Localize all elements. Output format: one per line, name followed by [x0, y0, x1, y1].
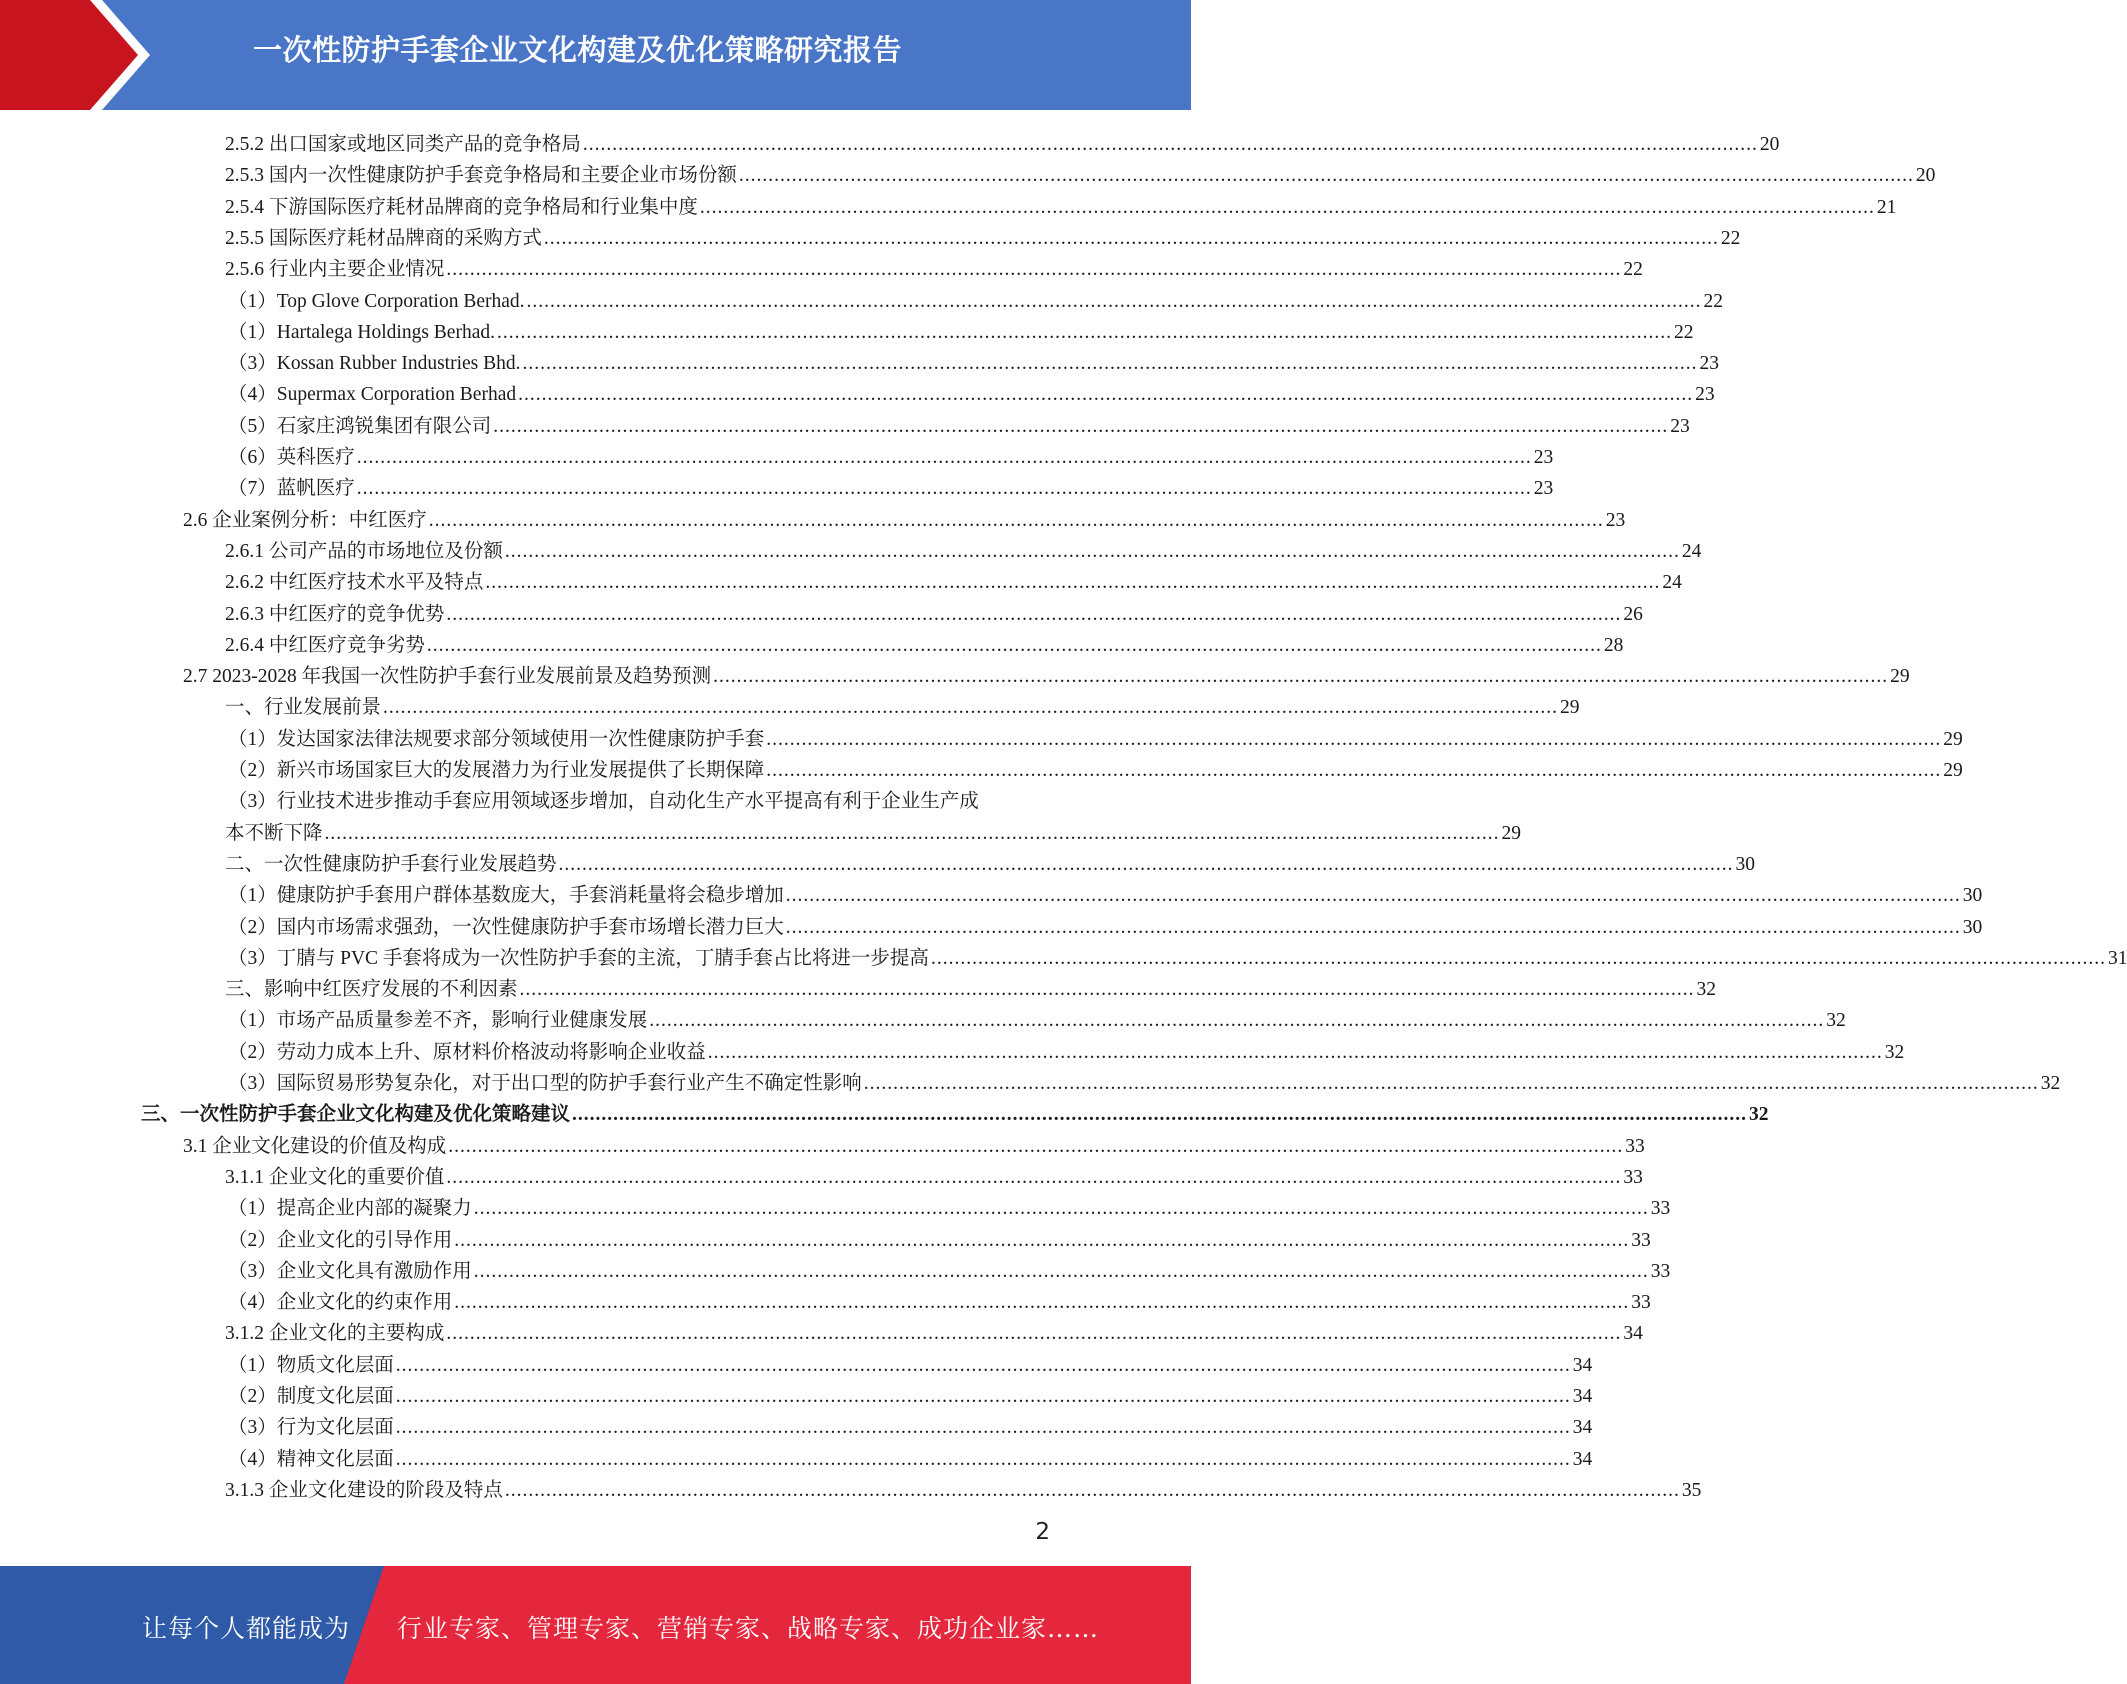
toc-entry[interactable]: [228, 1068, 2061, 1099]
toc-dot-leader: ........................................................................................................................................................................................................: [395, 1386, 1571, 1407]
toc-entry[interactable]: [228, 411, 1690, 442]
toc-entry-title: 3.1.3 企业文化建设的阶段及特点: [225, 1479, 503, 1501]
toc-entry-title: （3）丁腈与 PVC 手套将成为一次性防护手套的主流，丁腈手套占比将进一步提高: [228, 947, 929, 969]
toc-dot-leader: ........................................................................................................................................................................................................: [454, 1229, 1630, 1251]
toc-entry[interactable]: [228, 786, 1041, 817]
toc-dot-leader: ........................................................................................................................................................................................................: [785, 916, 1961, 938]
toc-dot-leader: ........................................................................................................................................................................................................: [766, 760, 1942, 781]
toc-dot-leader: ........................................................................................................................................................................................................: [785, 885, 1961, 907]
toc-entry[interactable]: [225, 818, 1522, 849]
toc-entry-page: 32: [1696, 979, 1717, 1001]
toc-entry-title: 2.5.3 国内一次性健康防护手套竞争格局和主要企业市场份额: [225, 165, 737, 187]
toc-dot-leader: ........................................................................................................................................................................................................: [738, 165, 1914, 187]
toc-entry-title: （1）发达国家法律法规要求部分领域使用一次性健康防护手套: [228, 728, 765, 750]
toc-entry[interactable]: [225, 849, 1756, 880]
toc-entry[interactable]: [228, 912, 1983, 943]
toc-entry-page: 33: [1631, 1292, 1651, 1314]
toc-dot-leader: ........................................................................................................................................................................................................: [395, 1448, 1571, 1470]
toc-entry-page: 29: [1501, 822, 1522, 844]
toc-entry[interactable]: [228, 755, 1963, 786]
toc-entry-title: （6）英科医疗: [228, 447, 355, 468]
toc-dot-leader: ........................................................................................................................................................................................................: [473, 1198, 1649, 1220]
toc-dot-leader: ........................................................................................................................................................................................................: [572, 1104, 1748, 1126]
toc-entry-page: 23: [1533, 447, 1554, 468]
toc-dot-leader: ........................................................................................................................................................................................................: [395, 1417, 1571, 1439]
toc-entry-page: 28: [1603, 634, 1624, 656]
toc-entry-page: 33: [1650, 1260, 1671, 1282]
toc-entry-page: 34: [1572, 1386, 1593, 1407]
toc-entry[interactable]: [228, 442, 1554, 473]
toc-entry[interactable]: [225, 223, 1741, 254]
toc-entry-page: 22: [1623, 259, 1643, 281]
toc-dot-leader: ........................................................................................................................................................................................................: [713, 666, 1889, 688]
toc-dot-leader: ........................................................................................................................................................................................................: [582, 134, 1758, 155]
toc-entry[interactable]: [228, 1287, 1651, 1318]
toc-entry-title: 三、一次性防护手套企业文化构建及优化策略建议: [141, 1104, 571, 1126]
toc-entry-page: 22: [1673, 321, 1694, 343]
toc-entry-title: （4）精神文化层面: [228, 1448, 394, 1470]
toc-entry-page: 24: [1662, 572, 1682, 594]
footer-slogan-left: 让每个人都能成为: [142, 1614, 351, 1643]
toc-entry-title: 2.5.6 行业内主要企业情况: [225, 259, 445, 281]
toc-entry[interactable]: [228, 1381, 1593, 1412]
toc-dot-leader: ........................................................................................................................................................................................................: [356, 447, 1532, 468]
toc-entry-title: （5）石家庄鸿锐集团有限公司: [228, 415, 492, 437]
toc-entry-title: （3）行为文化层面: [228, 1417, 394, 1439]
toc-entry-page: 21: [1876, 196, 1897, 218]
toc-entry-title: （3）国际贸易形势复杂化，对于出口型的防护手套行业产生不确定性影响: [228, 1073, 862, 1094]
toc-dot-leader: ........................................................................................................................................................................................................: [649, 1010, 1825, 1032]
toc-dot-leader: ........................................................................................................................................................................................................: [428, 509, 1604, 531]
toc-entry[interactable]: [228, 1350, 1593, 1381]
toc-entry[interactable]: [228, 1444, 1593, 1475]
toc-entry-page: 34: [1572, 1354, 1593, 1376]
toc-entry[interactable]: [228, 943, 2127, 974]
toc-entry-page: 22: [1703, 290, 1723, 312]
toc-entry[interactable]: [225, 1475, 1702, 1506]
toc-entry-title: 二、一次性健康防护手套行业发展趋势: [225, 853, 557, 875]
toc-dot-leader: ........................................................................................................................................................................................................: [324, 822, 1500, 844]
toc-entry-title: 2.6 企业案例分析：中红医疗: [183, 509, 427, 531]
toc-entry-page: 24: [1681, 540, 1702, 562]
toc-entry[interactable]: [228, 1037, 1905, 1068]
toc-dot-leader: ........................................................................................................................................................................................................: [395, 1354, 1571, 1376]
toc-dot-leader: ........................................................................................................................................................................................................: [766, 728, 1942, 750]
toc-dot-leader: ........................................................................................................................................................................................................: [426, 634, 1602, 656]
page-header: [0, 0, 1191, 110]
toc-dot-leader: ........................................................................................................................................................................................................: [448, 1135, 1624, 1157]
toc-entry-title: （4）企业文化的约束作用: [228, 1292, 453, 1314]
toc-entry[interactable]: [228, 1225, 1651, 1256]
toc-entry-page: 29: [1943, 728, 1963, 750]
toc-entry[interactable]: [225, 974, 1717, 1005]
toc-dot-leader: ........................................................................................................................................................................................................: [496, 321, 1672, 343]
toc-entry-title: 3.1.1 企业文化的重要价值: [225, 1166, 445, 1188]
toc-dot-leader: ........................................................................................................................................................................................................: [504, 540, 1680, 562]
toc-entry[interactable]: [228, 348, 1719, 379]
toc-dot-leader: ........................................................................................................................................................................................................: [493, 415, 1669, 437]
toc-entry-page: 26: [1623, 603, 1643, 625]
toc-entry-title: （2）国内市场需求强劲，一次性健康防护手套市场增长潜力巨大: [228, 916, 784, 938]
toc-entry[interactable]: [225, 129, 1780, 160]
toc-entry-page: 34: [1572, 1448, 1593, 1470]
toc-entry-page: 33: [1625, 1135, 1645, 1157]
toc-entry-page: 20: [1759, 134, 1780, 155]
toc-entry[interactable]: [225, 1318, 1643, 1349]
toc-dot-leader: ........................................................................................................................................................................................................: [519, 979, 1695, 1001]
toc-entry[interactable]: [183, 505, 1626, 536]
toc-entry-page: 32: [1826, 1010, 1846, 1032]
toc-entry-page: 33: [1631, 1229, 1651, 1251]
toc-entry[interactable]: [225, 160, 1936, 191]
toc-entry[interactable]: [228, 317, 1694, 348]
toc-entry-page: 32: [2040, 1073, 2061, 1094]
toc-entry-title: 本不断下降: [225, 822, 323, 844]
toc-entry-page: 32: [1749, 1104, 1769, 1126]
toc-entry-title: （3）企业文化具有激励作用: [228, 1260, 472, 1282]
toc-entry-title: （2）企业文化的引导作用: [228, 1229, 453, 1251]
toc-dot-leader: ........................................................................................................................................................................................................: [383, 697, 1559, 719]
toc-entry[interactable]: [225, 692, 1580, 723]
toc-entry[interactable]: [225, 192, 1897, 223]
toc-dot-leader: ........................................................................................................................................................................................................: [446, 1323, 1622, 1345]
toc-entry-title: （3）Kossan Rubber Industries Bhd.: [228, 353, 521, 375]
toc-entry-title: 2.6.2 中红医疗技术水平及特点: [225, 572, 484, 594]
toc-entry-page: 29: [1560, 697, 1580, 719]
toc-entry[interactable]: [225, 536, 1702, 567]
toc-entry-page: 34: [1572, 1417, 1593, 1439]
toc-entry[interactable]: [228, 1256, 1671, 1287]
toc-entry-title: （1）Top Glove Corporation Berhad.: [228, 290, 525, 312]
toc-entry-title: 2.5.4 下游国际医疗耗材品牌商的竞争格局和行业集中度: [225, 196, 698, 218]
toc-entry-title: 2.7 2023-2028 年我国一次性防护手套行业发展前景及趋势预测: [183, 666, 712, 688]
toc-entry[interactable]: [225, 567, 1682, 598]
toc-entry-page: 34: [1623, 1323, 1643, 1345]
toc-entry-page: 23: [1605, 509, 1626, 531]
toc-entry-title: （1）市场产品质量参差不齐，影响行业健康发展: [228, 1010, 648, 1032]
toc-entry-page: 30: [1962, 916, 1983, 938]
toc-entry-page: 23: [1533, 478, 1554, 500]
page-number: 2: [1035, 1519, 1050, 1545]
toc-dot-leader: ........................................................................................................................................................................................................: [454, 1292, 1630, 1314]
toc-dot-leader: ........................................................................................................................................................................................................: [446, 259, 1622, 281]
toc-dot-leader: ........................................................................................................................................................................................................: [707, 1041, 1883, 1063]
toc-entry-title: 3.1 企业文化建设的价值及构成: [183, 1135, 447, 1157]
toc-entry[interactable]: [183, 1131, 1645, 1162]
toc-entry-title: 3.1.2 企业文化的主要构成: [225, 1323, 445, 1345]
toc-entry[interactable]: [183, 661, 1910, 692]
toc-entry-page: 29: [1890, 666, 1910, 688]
toc-entry-page: 31: [2107, 947, 2127, 969]
toc-dot-leader: ........................................................................................................................................................................................................: [504, 1479, 1680, 1501]
toc-dot-leader: ........................................................................................................................................................................................................: [558, 853, 1734, 875]
toc-entry[interactable]: [228, 286, 1723, 317]
toc-entry-title: 一、行业发展前景: [225, 697, 382, 719]
toc-entry[interactable]: [228, 724, 1963, 755]
toc-dot-leader: ........................................................................................................................................................................................................: [446, 603, 1622, 625]
toc-dot-leader: ........................................................................................................................................................................................................: [522, 353, 1698, 375]
toc-entry[interactable]: [228, 1412, 1593, 1443]
toc-entry-title: （3）行业技术进步推动手套应用领域逐步增加，自动化生产水平提高有利于企业生产成: [228, 791, 979, 813]
toc-entry-title: 2.5.5 国际医疗耗材品牌商的采购方式: [225, 227, 542, 249]
toc-entry-page: 23: [1699, 353, 1719, 375]
toc-entry-title: （2）劳动力成本上升、原材料价格波动将影响企业收益: [228, 1041, 706, 1063]
toc-dot-leader: ........................................................................................................................................................................................................: [518, 384, 1694, 406]
toc-dot-leader: ........................................................................................................................................................................................................: [863, 1073, 2039, 1094]
toc-entry-title: 2.5.2 出口国家或地区同类产品的竞争格局: [225, 134, 581, 155]
toc-entry-page: 22: [1720, 227, 1741, 249]
toc-entry-title: （1）健康防护手套用户群体基数庞大，手套消耗量将会稳步增加: [228, 885, 784, 907]
toc-entry-page: 23: [1695, 384, 1715, 406]
toc-entry-title: （2）新兴市场国家巨大的发展潜力为行业发展提供了长期保障: [228, 760, 765, 781]
toc-dot-leader: ........................................................................................................................................................................................................: [699, 196, 1875, 218]
toc-entry-title: （7）蓝帆医疗: [228, 478, 355, 500]
toc-entry[interactable]: [228, 379, 1715, 410]
toc-dot-leader: ........................................................................................................................................................................................................: [526, 290, 1702, 312]
toc-entry-page: 23: [1670, 415, 1690, 437]
toc-entry[interactable]: [225, 1162, 1643, 1193]
toc-entry-page: 29: [1943, 760, 1963, 781]
toc-dot-leader: ........................................................................................................................................................................................................: [543, 227, 1719, 249]
toc-entry[interactable]: [141, 1099, 1769, 1130]
report-title: 一次性防护手套企业文化构建及优化策略研究报告: [253, 33, 903, 67]
toc-dot-leader: ........................................................................................................................................................................................................: [446, 1166, 1622, 1188]
toc-entry-page: 35: [1681, 1479, 1702, 1501]
toc-entry-page: 33: [1650, 1198, 1671, 1220]
toc-dot-leader: ........................................................................................................................................................................................................: [356, 478, 1532, 500]
toc-entry-title: （2）制度文化层面: [228, 1386, 394, 1407]
toc-entry[interactable]: [228, 473, 1554, 504]
toc-entry-title: 2.6.4 中红医疗竞争劣势: [225, 634, 425, 656]
toc-entry-title: （1）物质文化层面: [228, 1354, 394, 1376]
toc-dot-leader: ........................................................................................................................................................................................................: [930, 947, 2106, 969]
toc-entry-page: 33: [1623, 1166, 1643, 1188]
toc-entry-title: （4）Supermax Corporation Berhad: [228, 384, 517, 406]
toc-entry-page: 30: [1735, 853, 1756, 875]
toc-entry-title: （1）Hartalega Holdings Berhad.: [228, 321, 495, 343]
toc-entry-title: 2.6.1 公司产品的市场地位及份额: [225, 540, 503, 562]
toc-entry[interactable]: [228, 1193, 1671, 1224]
toc-dot-leader: ........................................................................................................................................................................................................: [485, 572, 1661, 594]
page-footer: [0, 1566, 1191, 1684]
toc-entry-page: 32: [1884, 1041, 1905, 1063]
toc-entry[interactable]: [225, 254, 1643, 285]
footer-slogan-right: 行业专家、管理专家、营销专家、战略专家、成功企业家……: [397, 1614, 1100, 1643]
toc-entry[interactable]: [225, 599, 1643, 630]
toc-entry-title: 三、影响中红医疗发展的不利因素: [225, 979, 518, 1001]
toc-dot-leader: ........................................................................................................................................................................................................: [473, 1260, 1649, 1282]
toc-entry-page: 20: [1915, 165, 1936, 187]
toc-entry[interactable]: [228, 1005, 1846, 1036]
toc-entry-title: 2.6.3 中红医疗的竞争优势: [225, 603, 445, 625]
toc-entry-page: 30: [1962, 885, 1983, 907]
toc-entry-title: （1）提高企业内部的凝聚力: [228, 1198, 472, 1220]
toc-entry[interactable]: [228, 880, 1983, 911]
toc-entry[interactable]: [225, 630, 1624, 661]
